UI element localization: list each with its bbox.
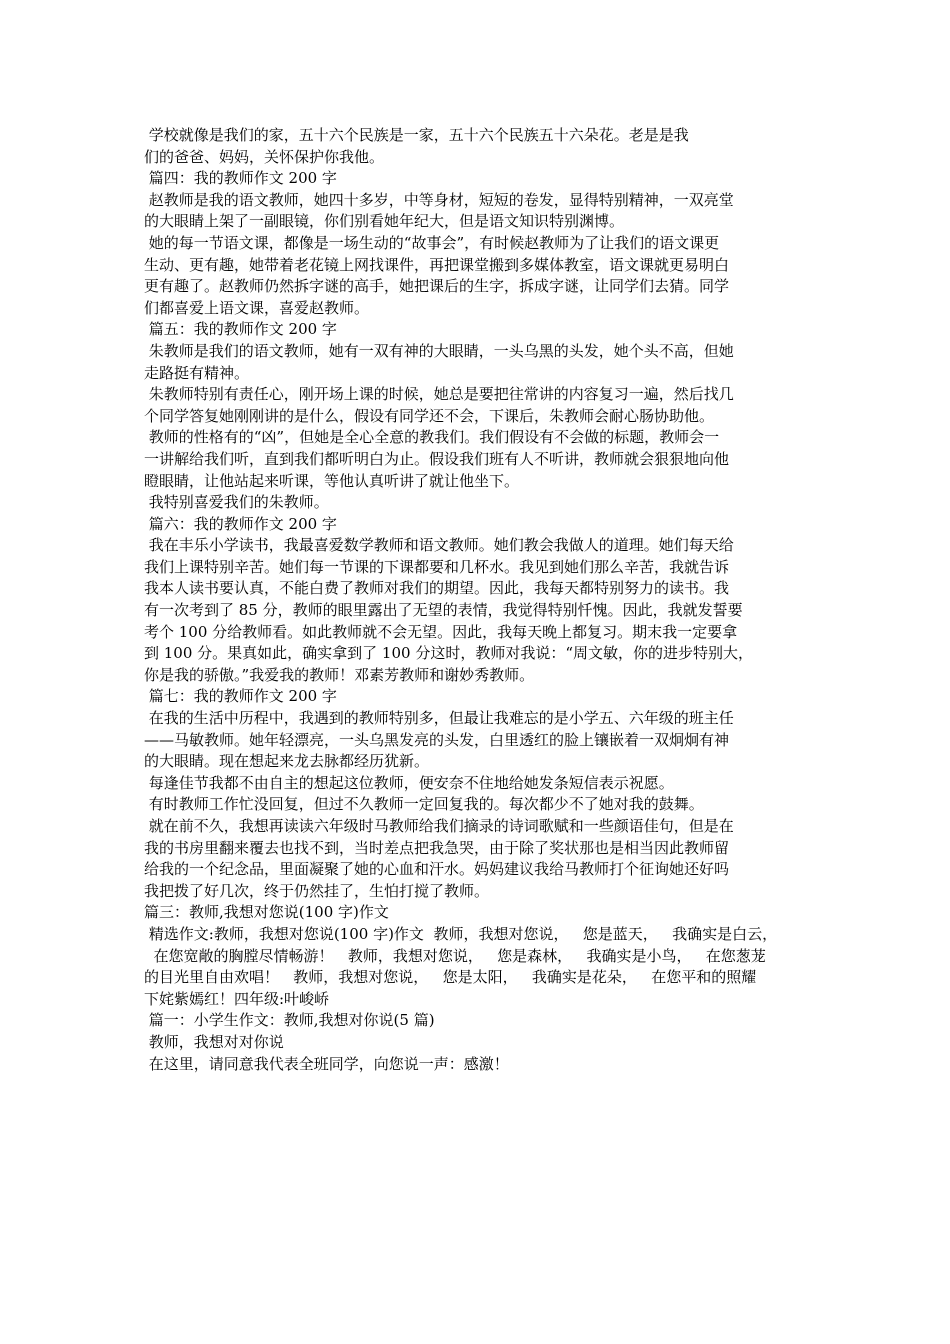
text-line: 在您宽敞的胸膛尽情畅游！ 教师，我想对您说， 您是森林， 我确实是小鸟， 在您葱茏 [144,946,766,965]
text-line: 每逢佳节我都不由自主的想起这位教师，便安奈不住地给她发条短信表示祝愿。 [144,773,674,792]
text-line: 们都喜爱上语文课，喜爱赵教师。 [144,298,370,317]
text-line: 有一次考到了 85 分，教师的眼里露出了无望的表情，我觉得特别忏愧。因此，我就发誓要 [144,601,743,620]
text-line: 篇四：我的教师作文 200 字 [144,169,337,188]
text-line: 篇七：我的教师作文 200 字 [144,687,337,706]
text-line: 教师的性格有的“凶”，但她是全心全意的教我们。我们假设有不会做的标题，教师会一 [144,428,720,447]
text-line: 精选作文:教师，我想对您说(100 字)作文 教师，我想对您说， 您是蓝天， 我确实是白云， [144,924,778,943]
text-line: 考个 100 分给教师看。如此教师就不会无望。因此，我每天晚上都复习。期末我一定要拿 [144,622,738,641]
text-line: 到 100 分。果真如此，确实拿到了 100 分这时，教师对我说：“周文敏，你的进步特别大， [144,644,754,663]
text-line: 学校就像是我们的家，五十六个民族是一家，五十六个民族五十六朵花。老是是我 [144,126,689,144]
text-line: 个同学答复她刚刚讲的是什么，假设有同学还不会，下课后，朱教师会耐心肠协助他。 [144,406,715,425]
text-line: 在我的生活中历程中，我遇到的教师特别多，但最让我难忘的是小学五、六年级的班主任 [144,709,734,728]
text-line: 一讲解给我们听，直到我们都听明白为止。假设我们班有人不听讲，教师就会狠狠地向他 [144,449,730,468]
text-line: 篇一：小学生作文：教师,我想对你说(5 篇) [144,1011,435,1030]
text-line: 她的每一节语文课，都像是一场生动的“故事会”，有时候赵教师为了让我们的语文课更 [144,233,720,252]
text-line: 我特别喜爱我们的朱教师。 [144,493,329,512]
text-line: 我的书房里翻来覆去也找不到，当时差点把我急哭，由于除了奖状那也是相当因此教师留 [144,838,730,857]
text-line: 篇五：我的教师作文 200 字 [144,320,337,339]
text-line: 我把拨了好几次，终于仍然挂了，生怕打搅了教师。 [144,881,490,900]
text-line: 篇三：教师,我想对您说(100 字)作文 [144,903,389,922]
text-line: 生动、更有趣，她带着老花镜上网找课件，再把课堂搬到多媒体教室，语文课就更易明白 [144,255,730,274]
text-line: 你是我的骄傲。”我爱我的教师！邓素芳教师和谢妙秀教师。 [144,665,535,684]
text-line: 走路挺有精神。 [144,363,250,382]
text-line: 在这里，请同意我代表全班同学，向您说一声：感激！ [144,1054,509,1073]
text-line: 给我的一个纪念品，里面凝聚了她的心血和汗水。妈妈建议我给马教师打个征询她还好吗 [144,860,730,879]
text-line: 我在丰乐小学读书，我最喜爱数学教师和语文教师。她们教会我做人的道理。她们每天给 [144,536,734,555]
text-line: 朱教师是我们的语文教师，她有一双有神的大眼睛，一头乌黑的头发，她个头不高，但她 [144,341,734,360]
text-line: 我本人读书要认真，不能白费了教师对我们的期望。因此，我每天都特别努力的读书。我 [144,579,730,598]
text-line: 下姹紫嫣红！四年级:叶峻峤 [144,989,330,1008]
text-line: 们的爸爸、妈妈，关怀保护你我他。 [144,147,385,166]
text-line: 篇六：我的教师作文 200 字 [144,514,337,533]
text-line: 更有趣了。赵教师仍然拆字谜的高手，她把课后的生字，拆成字谜，让同学们去猜。同学 [144,277,730,296]
document-body [144,125,816,1075]
text-line: 瞪眼睛，让他站起来听课，等他认真听讲了就让他坐下。 [144,471,520,490]
text-line: 朱教师特别有责任心，刚开场上课的时候，她总是要把往常讲的内容复习一遍，然后找几 [144,385,734,404]
text-line: 有时教师工作忙没回复，但过不久教师一定回复我的。每次都少不了她对我的鼓舞。 [144,795,704,814]
text-line: 的目光里自由欢唱！ 教师，我想对您说， 您是太阳， 我确实是花朵， 在您平和的照耀 [144,968,757,987]
text-line: 的大眼睛上架了一副眼镜，你们别看她年纪大，但是语文知识特别渊博。 [144,212,625,231]
text-line: 我们上课特别辛苦。她们每一节课的下课都要和几杯水。我见到她们那么辛苦，我就告诉 [144,557,730,576]
text-line: 的大眼睛。现在想起来龙去脉都经历犹新。 [144,752,430,771]
text-line: ——马敏教师。她年轻漂亮，一头乌黑发亮的头发，白里透红的脸上镶嵌着一双炯炯有神 [144,730,730,749]
text-line: 赵教师是我的语文教师，她四十多岁，中等身材，短短的卷发，显得特别精神，一双亮堂 [144,190,734,209]
text-line: 就在前不久，我想再读读六年级时马教师给我们摘录的诗词歌赋和一些颜语佳句，但是在 [144,817,734,835]
text-line: 教师，我想对对你说 [144,1032,284,1051]
